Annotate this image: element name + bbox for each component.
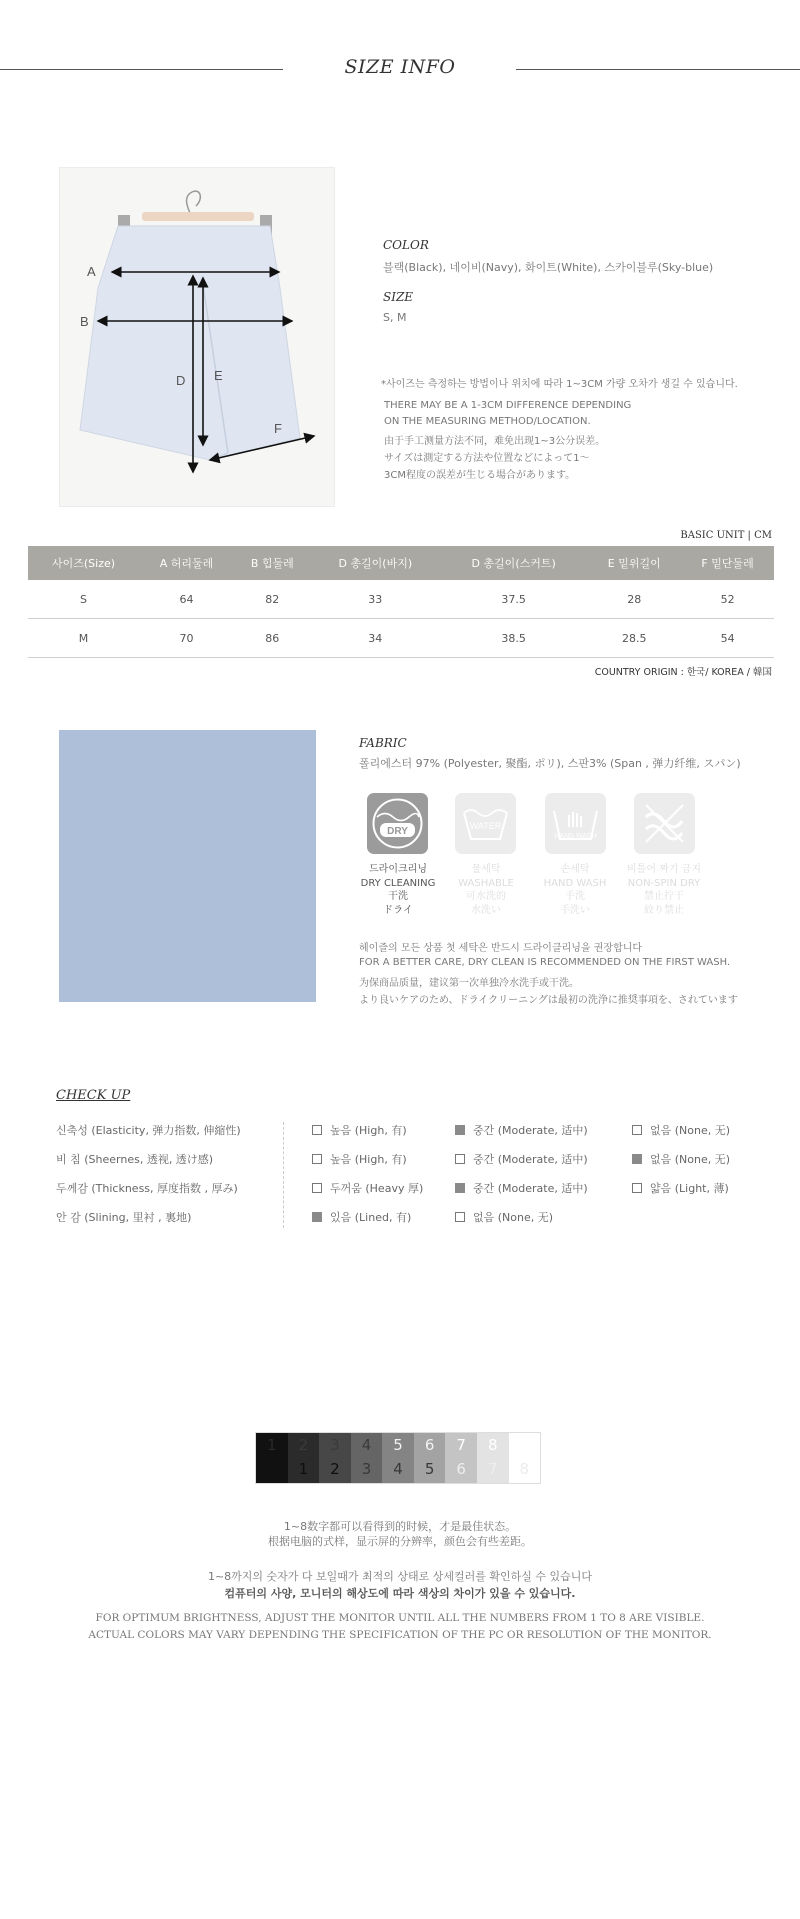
table-cell: 82 <box>234 580 311 619</box>
checkbox-icon <box>632 1183 642 1193</box>
care-message-korean: 헤이즐의 모든 상품 첫 세탁은 반드시 드라이클리닝을 권장합니다 <box>359 943 643 954</box>
note-japanese-1: サイズは測定する方法や位置などによって1～ <box>384 453 590 464</box>
checkup-option-sheerness-high: 높음 (High, 有) <box>312 1151 407 1167</box>
checkup-option-sheerness-moderate: 중간 (Moderate, 适中) <box>455 1151 588 1167</box>
check-up-title: CHECK UP <box>56 1088 131 1103</box>
grayscale-number-top: 5 <box>393 1436 403 1454</box>
grayscale-swatch <box>382 1433 414 1483</box>
checkup-option-lining-lined: 있음 (Lined, 有) <box>312 1209 411 1225</box>
table-header-cell: A 허리둘레 <box>139 546 234 580</box>
fabric-label: FABRIC <box>359 736 407 750</box>
table-header-cell: D 총길이(스커트) <box>440 546 587 580</box>
checkup-label-sheerness: 비 침 (Sheernes, 透视, 透け感) <box>56 1153 214 1166</box>
svg-text:DRY: DRY <box>387 826 408 837</box>
table-cell: 70 <box>139 619 234 658</box>
checkup-option-elasticity-none: 없음 (None, 无) <box>632 1122 730 1138</box>
table-cell: 54 <box>681 619 774 658</box>
table-header-cell: D 총길이(바지) <box>311 546 440 580</box>
grayscale-swatch <box>445 1433 477 1483</box>
grayscale-number-bottom: 8 <box>519 1460 530 1478</box>
grayscale-swatch <box>319 1433 351 1483</box>
monitor-note-ko-2: 컴퓨터의 사양, 모니터의 해상도에 따라 색상의 차이가 있을 수 있습니다. <box>224 1587 576 1600</box>
care-label-dry-cleaning: 드라이크리닝 DRY CLEANING 干洗 ドライ <box>360 864 436 916</box>
care-label-hand-wash: 손세탁 HAND WASH 手洗 手洗い <box>543 864 607 916</box>
checkbox-icon <box>312 1125 322 1135</box>
size-value: S, M <box>383 311 407 324</box>
table-cell: 86 <box>234 619 311 658</box>
table-cell: 64 <box>139 580 234 619</box>
grayscale-number-top: 1 <box>267 1436 277 1454</box>
diagram-label-d: D <box>176 373 186 388</box>
grayscale-number-bottom: 5 <box>424 1460 435 1478</box>
grayscale-number-top: 4 <box>361 1436 372 1454</box>
page-title: SIZE INFO <box>344 56 456 78</box>
color-value: 블랙(Black), 네이비(Navy), 화이트(White), 스카이블루(Sky-blue) <box>383 261 714 274</box>
care-label-non-spin-dry: 비틀어 짜기 금지 NON-SPIN DRY 禁止拧干 絞り禁止 <box>627 864 701 916</box>
diagram-label-e: E <box>214 368 223 383</box>
note-chinese: 由于手工测量方法不同，难免出现1~3公分误差。 <box>384 436 606 447</box>
size-label: SIZE <box>383 290 414 304</box>
note-english-2: ON THE MEASURING METHOD/LOCATION. <box>384 416 591 427</box>
svg-text:HAND WASH: HAND WASH <box>554 833 597 840</box>
table-row <box>28 619 774 658</box>
note-korean: *사이즈는 측정하는 방법이나 위치에 따라 1~3CM 가량 오차가 생길 수 있습니다. <box>381 379 738 390</box>
hanger-bar <box>142 212 254 221</box>
grayscale-number-bottom: 4 <box>393 1460 403 1478</box>
grayscale-number-top: 2 <box>298 1436 309 1454</box>
fabric-swatch-image <box>59 730 316 1002</box>
grayscale-calibration-strip <box>255 1432 541 1484</box>
table-header-row <box>28 546 774 580</box>
checkbox-icon <box>312 1183 322 1193</box>
table-header-cell: F 밑단둘레 <box>681 546 774 580</box>
checkbox-icon <box>312 1154 322 1164</box>
grayscale-swatch <box>351 1433 383 1483</box>
care-label-washable: 물세탁 WASHABLE 可水洗的 水洗い <box>458 864 514 916</box>
grayscale-swatch <box>414 1433 446 1483</box>
table-cell: S <box>28 580 139 619</box>
checkbox-checked-icon <box>455 1183 465 1193</box>
checkbox-checked-icon <box>455 1125 465 1135</box>
monitor-note-en-1: FOR OPTIMUM BRIGHTNESS, ADJUST THE MONITOR UNTIL ALL THE NUMBERS FROM 1 TO 8 ARE VISIBLE. <box>95 1612 705 1624</box>
skirt-measurement-diagram <box>60 168 334 506</box>
diagram-label-f: F <box>274 421 282 436</box>
checkup-option-thickness-heavy: 두꺼움 (Heavy 厚) <box>312 1180 423 1196</box>
hand-wash-icon <box>545 793 606 854</box>
table-header-cell: 사이즈(Size) <box>28 546 139 580</box>
monitor-note-zh-2: 根据电脑的式样，显示屏的分辨率，颜色会有些差距。 <box>268 1535 532 1548</box>
checkup-option-thickness-light: 얇음 (Light, 薄) <box>632 1180 729 1196</box>
care-message-japanese: より良いケアのため、ドライクリーニングは最初の洗浄に推奨事項を、されています <box>359 995 738 1006</box>
grayscale-number-bottom: 7 <box>487 1460 498 1478</box>
color-label: COLOR <box>383 238 429 252</box>
checkup-option-elasticity-moderate: 중간 (Moderate, 适中) <box>455 1122 588 1138</box>
grayscale-number-top: 8 <box>487 1436 498 1454</box>
checkup-label-lining: 안 감 (Slining, 里衬 , 裏地) <box>56 1211 192 1224</box>
country-origin: COUNTRY ORIGIN : 한국/ KOREA / 韓国 <box>594 667 772 678</box>
svg-text:WATER: WATER <box>469 821 502 831</box>
checkup-option-sheerness-none: 없음 (None, 无) <box>632 1151 730 1167</box>
basic-unit-label: BASIC UNIT | CM <box>680 530 772 541</box>
table-header-cell: B 힙둘레 <box>234 546 311 580</box>
checkbox-icon <box>632 1125 642 1135</box>
hanger-hook <box>187 191 201 213</box>
checkup-option-lining-none: 없음 (None, 无) <box>455 1209 553 1225</box>
grayscale-swatch <box>509 1433 541 1483</box>
non-spin-dry-icon <box>634 793 695 854</box>
monitor-note-ko-1: 1~8까지의 숫자가 다 보일때가 최적의 상태로 상세컬러를 확인하실 수 있습니다 <box>207 1570 593 1583</box>
grayscale-number-bottom: 1 <box>298 1460 309 1478</box>
note-japanese-2: 3CM程度の誤差が生じる場合があります。 <box>384 470 576 481</box>
note-english-1: THERE MAY BE A 1-3CM DIFFERENCE DEPENDING <box>384 400 632 411</box>
dry-cleaning-icon <box>367 793 428 854</box>
table-cell: 33 <box>311 580 440 619</box>
checkbox-checked-icon <box>312 1212 322 1222</box>
washable-icon <box>455 793 516 854</box>
product-photo <box>59 167 335 507</box>
table-cell: 28 <box>587 580 681 619</box>
care-message-chinese: 为保商品质量，建议第一次单独冷水洗手或干洗。 <box>359 978 579 989</box>
table-cell: 38.5 <box>440 619 587 658</box>
monitor-note-zh-1: 1~8数字都可以看得到的时候，才是最佳状态。 <box>283 1520 517 1533</box>
diagram-label-a: A <box>87 264 96 279</box>
skirt-shape <box>80 226 300 460</box>
grayscale-swatch <box>256 1433 288 1483</box>
grayscale-number-bottom: 3 <box>361 1460 372 1478</box>
fabric-value: 폴리에스터 97% (Polyester, 聚酯, ポリ), 스판3% (Span , 弹力纤维, スパン) <box>359 757 741 770</box>
table-row <box>28 580 774 619</box>
table-header-cell: E 밑위길이 <box>587 546 681 580</box>
monitor-note-en-2: ACTUAL COLORS MAY VARY DEPENDING THE SPECIFICATION OF THE PC OR RESOLUTION OF THE MONITOR. <box>88 1629 712 1641</box>
grayscale-swatch <box>477 1433 509 1483</box>
grayscale-number-bottom: 2 <box>330 1460 340 1478</box>
table-cell: 37.5 <box>440 580 587 619</box>
checkup-divider <box>283 1122 284 1228</box>
grayscale-swatch <box>288 1433 320 1483</box>
table-cell: 34 <box>311 619 440 658</box>
checkup-option-thickness-moderate: 중간 (Moderate, 适中) <box>455 1180 588 1196</box>
checkbox-icon <box>455 1154 465 1164</box>
checkbox-checked-icon <box>632 1154 642 1164</box>
table-cell: M <box>28 619 139 658</box>
table-cell: 52 <box>681 580 774 619</box>
grayscale-number-top: 3 <box>330 1436 340 1454</box>
checkup-option-elasticity-high: 높음 (High, 有) <box>312 1122 407 1138</box>
table-cell: 28.5 <box>587 619 681 658</box>
grayscale-number-top: 7 <box>456 1436 466 1454</box>
checkbox-icon <box>455 1212 465 1222</box>
checkup-label-thickness: 두께감 (Thickness, 厚度指数 , 厚み) <box>56 1182 238 1195</box>
size-table <box>28 546 774 658</box>
grayscale-number-top: 6 <box>424 1436 435 1454</box>
grayscale-number-bottom: 6 <box>456 1460 466 1478</box>
checkup-label-elasticity: 신축성 (Elasticity, 弹力指数, 伸縮性) <box>56 1124 241 1137</box>
care-message-english: FOR A BETTER CARE, DRY CLEAN IS RECOMMENDED ON THE FIRST WASH. <box>359 957 731 968</box>
diagram-label-b: B <box>80 314 89 329</box>
